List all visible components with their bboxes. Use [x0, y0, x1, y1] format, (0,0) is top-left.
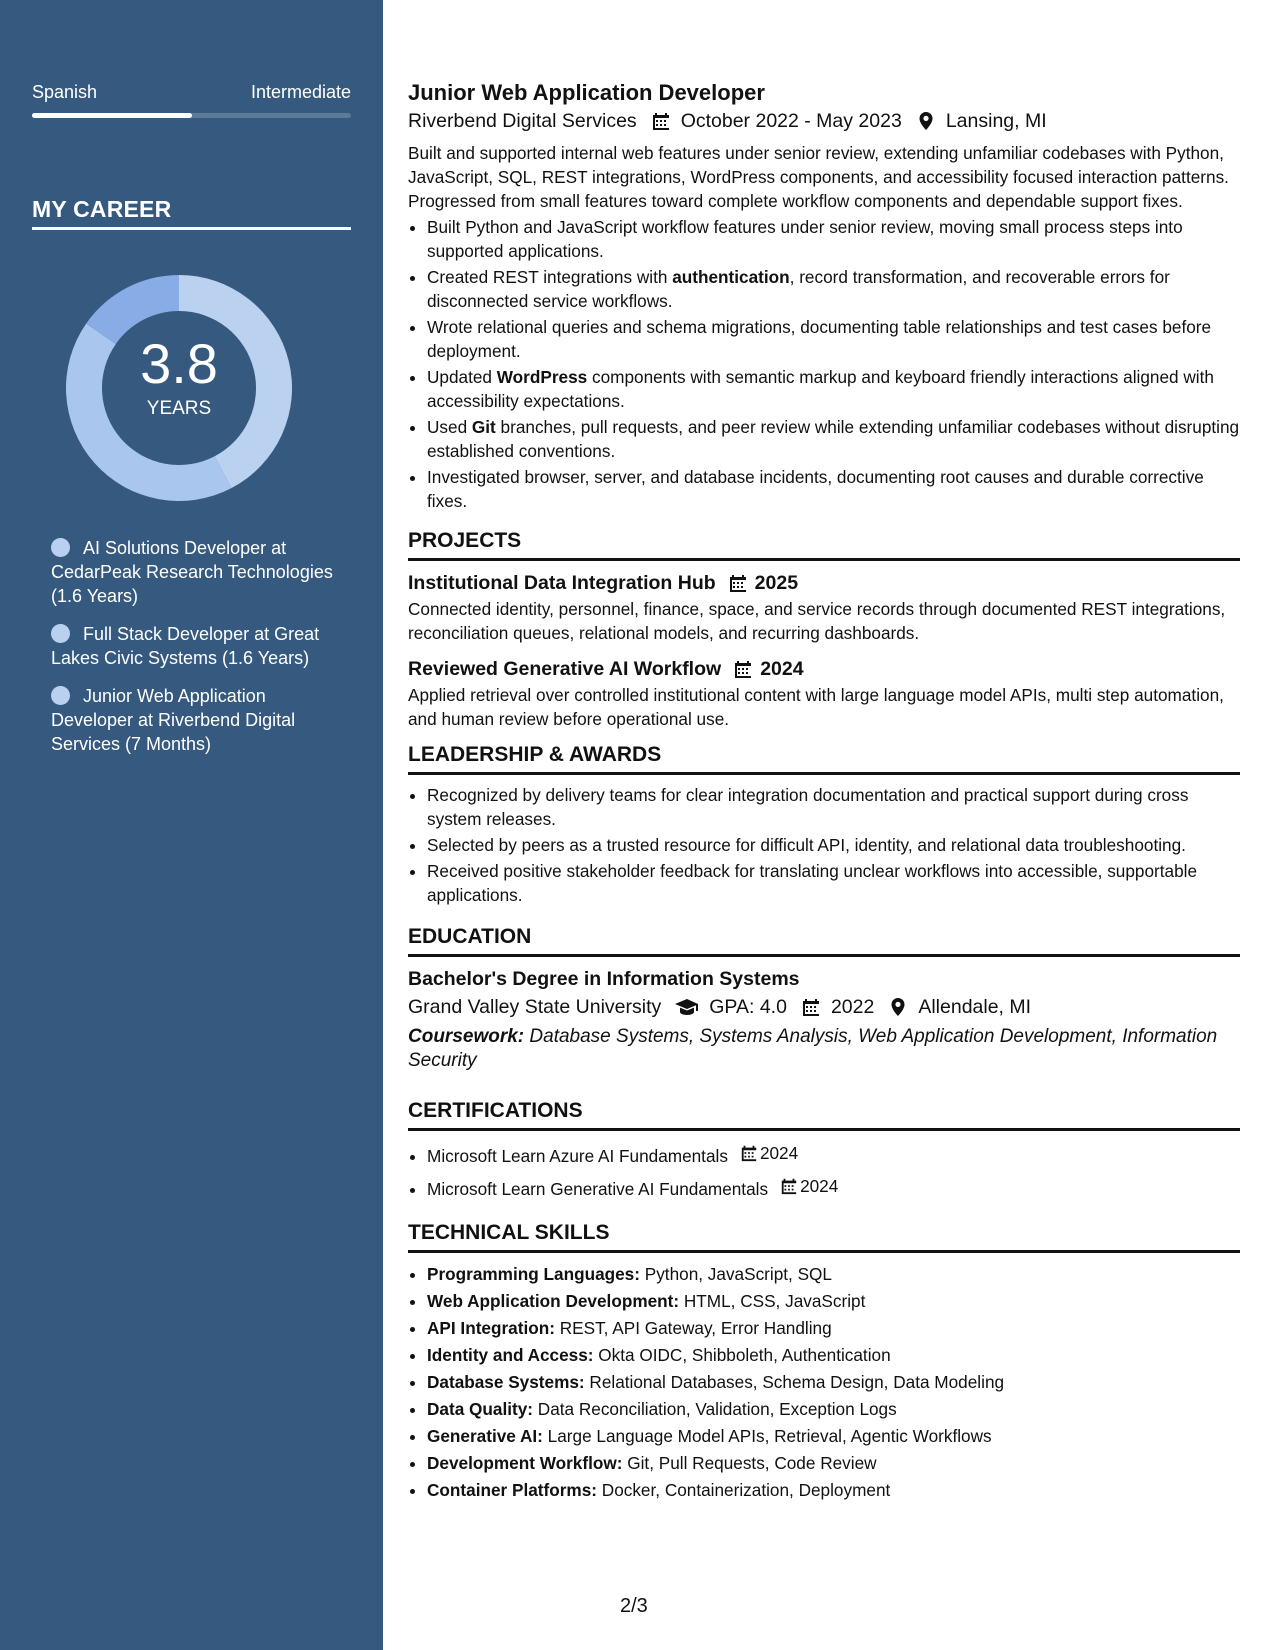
career-years-donut — [64, 273, 294, 503]
skill-label: API Integration: — [427, 1318, 555, 1338]
skills-list — [427, 1261, 1240, 1504]
section-divider — [408, 772, 1240, 775]
education-meta — [408, 993, 1240, 1021]
skill-label: Data Quality: — [427, 1399, 534, 1419]
language-row — [32, 82, 351, 103]
career-list — [51, 536, 351, 770]
certifications-section — [408, 1097, 1240, 1203]
job-company: Riverbend Digital Services — [408, 110, 637, 132]
sidebar — [0, 0, 383, 1650]
skill-value: Data Reconciliation, Validation, Exception Logs — [533, 1399, 897, 1419]
coursework — [408, 1025, 1240, 1073]
skill-value: REST, API Gateway, Error Handling — [554, 1318, 832, 1338]
calendar-icon — [801, 997, 821, 1017]
job-dates: October 2022 - May 2023 — [680, 110, 902, 132]
total-years-value: 3.8 — [140, 332, 218, 395]
bullet-text: Updated — [427, 367, 497, 387]
project-year: 2024 — [760, 658, 804, 680]
certification-name: Microsoft Learn Azure AI Fundamentals — [427, 1146, 728, 1166]
career-item — [51, 536, 351, 608]
language-level: Intermediate — [250, 82, 351, 102]
skill-label: Container Platforms: — [427, 1480, 597, 1500]
certification-year: 2024 — [800, 1176, 839, 1196]
career-section-title: MY CAREER — [32, 196, 172, 222]
leadership-item: • Received positive stakeholder feedback for translating unclear workflows into accessible, supportable applications. — [427, 859, 1240, 907]
bullet-text: Investigated browser, server, and database incidents, documenting root causes and durable corrective fixes. — [427, 467, 1204, 511]
project-description: Applied retrieval over controlled institutional content with large language model APIs, multi step automation, and human review before operational use. — [408, 685, 1224, 729]
skills-section — [408, 1219, 1240, 1504]
bullet-text: components with semantic markup and keyboard friendly interactions aligned with accessibility expectations. — [427, 367, 1214, 411]
skill-label: Development Workflow: — [427, 1453, 623, 1473]
project-title — [408, 569, 1240, 597]
skill-item — [427, 1288, 1240, 1315]
language-name: Spanish — [32, 82, 98, 102]
skill-value: Docker, Containerization, Deployment — [597, 1480, 891, 1500]
calendar-icon — [733, 659, 753, 679]
leadership-section — [408, 741, 1240, 907]
language-proficiency-bar — [32, 113, 351, 118]
certifications-list — [427, 1139, 1240, 1203]
section-divider — [408, 1250, 1240, 1253]
graduation-cap-icon — [675, 997, 699, 1017]
section-title: PROJECTS — [408, 529, 522, 552]
bullet-text: branches, pull requests, and peer review while extending unfamiliar codebases without disrupting established conventions. — [427, 417, 1240, 461]
job-bullet — [427, 315, 1240, 363]
career-item-text: Full Stack Developer at Great Lakes Civic Systems (1.6 Years) — [51, 624, 320, 668]
skill-item — [427, 1423, 1240, 1450]
job-bullet — [427, 365, 1240, 413]
job-location: Lansing, MI — [945, 110, 1047, 132]
school-location: Allendale, MI — [918, 996, 1032, 1018]
skill-value: Git, Pull Requests, Code Review — [622, 1453, 877, 1473]
career-item — [51, 622, 351, 670]
leadership-item: • Selected by peers as a trusted resource for difficult API, identity, and relational data troubleshooting. — [427, 833, 1240, 857]
certification-item — [427, 1172, 1240, 1203]
education-section — [408, 923, 1240, 1073]
skill-label: Programming Languages: — [427, 1264, 640, 1284]
job-bullet — [427, 215, 1240, 263]
career-item-text: Junior Web Application Developer at Riverbend Digital Services (7 Months) — [51, 686, 296, 754]
section-title: CERTIFICATIONS — [408, 1099, 583, 1122]
projects-section — [408, 527, 1240, 731]
calendar-icon — [728, 573, 748, 593]
skill-item — [427, 1396, 1240, 1423]
calendar-icon — [651, 111, 671, 131]
gpa: GPA: 4.0 — [709, 996, 787, 1018]
project-name: Institutional Data Integration Hub — [408, 572, 716, 594]
bullet-bold: WordPress — [496, 367, 588, 387]
bullet-dot-icon — [51, 686, 70, 705]
section-divider — [408, 558, 1240, 561]
job-bullet — [427, 465, 1240, 513]
page-number: 2/3 — [620, 1595, 648, 1617]
skill-value: Large Language Model APIs, Retrieval, Agentic Workflows — [542, 1426, 992, 1446]
skill-label: Web Application Development: — [427, 1291, 680, 1311]
section-title: TECHNICAL SKILLS — [408, 1221, 610, 1244]
location-pin-icon — [916, 111, 936, 131]
bullet-text: Wrote relational queries and schema migrations, documenting table relationships and test cases before deployment. — [427, 317, 1212, 361]
section-title: LEADERSHIP & AWARDS — [408, 743, 662, 766]
certification-item — [427, 1139, 1240, 1170]
bullet-text: Used — [427, 417, 472, 437]
coursework-label: Coursework: — [408, 1026, 525, 1047]
bullet-bold: Git — [471, 417, 496, 437]
skill-item — [427, 1342, 1240, 1369]
job-meta — [408, 107, 1240, 135]
bullet-dot-icon — [51, 624, 70, 643]
skill-item — [427, 1477, 1240, 1504]
skill-label: Identity and Access: — [427, 1345, 594, 1365]
graduation-year: 2022 — [830, 996, 875, 1018]
degree-title: Bachelor's Degree in Information Systems — [408, 968, 800, 990]
skill-item — [427, 1369, 1240, 1396]
bullet-dot-icon — [51, 538, 70, 557]
job-title: Junior Web Application Developer — [408, 80, 765, 105]
certification-year: 2024 — [759, 1143, 799, 1163]
career-item-text: AI Solutions Developer at CedarPeak Research Technologies (1.6 Years) — [51, 538, 333, 606]
job-bullet — [427, 265, 1240, 313]
skill-value: HTML, CSS, JavaScript — [679, 1291, 866, 1311]
skill-value: Relational Databases, Schema Design, Data Modeling — [584, 1372, 1005, 1392]
main-content — [408, 78, 1240, 1504]
total-years-unit: YEARS — [146, 398, 212, 419]
bullet-text: Built Python and JavaScript workflow features under senior review, moving small process steps into supported applications. — [427, 217, 1183, 261]
career-divider — [32, 227, 351, 230]
leadership-item: • Recognized by delivery teams for clear integration documentation and practical support during cross system releases. — [427, 783, 1240, 831]
skill-item — [427, 1261, 1240, 1288]
project-year: 2025 — [754, 572, 799, 594]
job-bullet — [427, 415, 1240, 463]
skill-value: Python, JavaScript, SQL — [639, 1264, 832, 1284]
job-bullets — [427, 215, 1240, 513]
project-name: Reviewed Generative AI Workflow — [408, 658, 722, 680]
skill-item — [427, 1315, 1240, 1342]
calendar-icon — [740, 1144, 758, 1162]
career-item — [51, 684, 351, 756]
section-divider — [408, 1128, 1240, 1131]
skill-label: Generative AI: — [427, 1426, 543, 1446]
location-pin-icon — [888, 997, 908, 1017]
section-divider — [408, 954, 1240, 957]
job-summary: Built and supported internal web features under senior review, extending unfamiliar codebases with Python, JavaScript, SQL, REST integrations, WordPress components, and accessibility focused interaction patterns. Progressed from small features toward complete workflow components and dependable support fixes. — [408, 143, 1229, 211]
bullet-text: , record transformation, and recoverable errors for disconnected service workflows. — [427, 267, 1170, 311]
school-name: Grand Valley State University — [408, 996, 662, 1018]
skill-label: Database Systems: — [427, 1372, 585, 1392]
bullet-bold: authentication — [672, 267, 790, 287]
skill-item — [427, 1450, 1240, 1477]
skill-value: Okta OIDC, Shibboleth, Authentication — [593, 1345, 891, 1365]
calendar-icon — [780, 1177, 798, 1195]
certification-name: Microsoft Learn Generative AI Fundamentals — [427, 1179, 769, 1199]
coursework-list: Database Systems, Systems Analysis, Web Application Development, Information Security — [408, 1026, 1218, 1071]
project-description: Connected identity, personnel, finance, space, and service records through documented REST integrations, reconciliation queues, relational models, and recurring dashboards. — [408, 599, 1226, 643]
leadership-list — [427, 783, 1240, 907]
language-proficiency-fill — [32, 113, 192, 118]
section-title: EDUCATION — [408, 925, 532, 948]
project-title — [408, 655, 1240, 683]
bullet-text: Created REST integrations with — [427, 267, 673, 287]
